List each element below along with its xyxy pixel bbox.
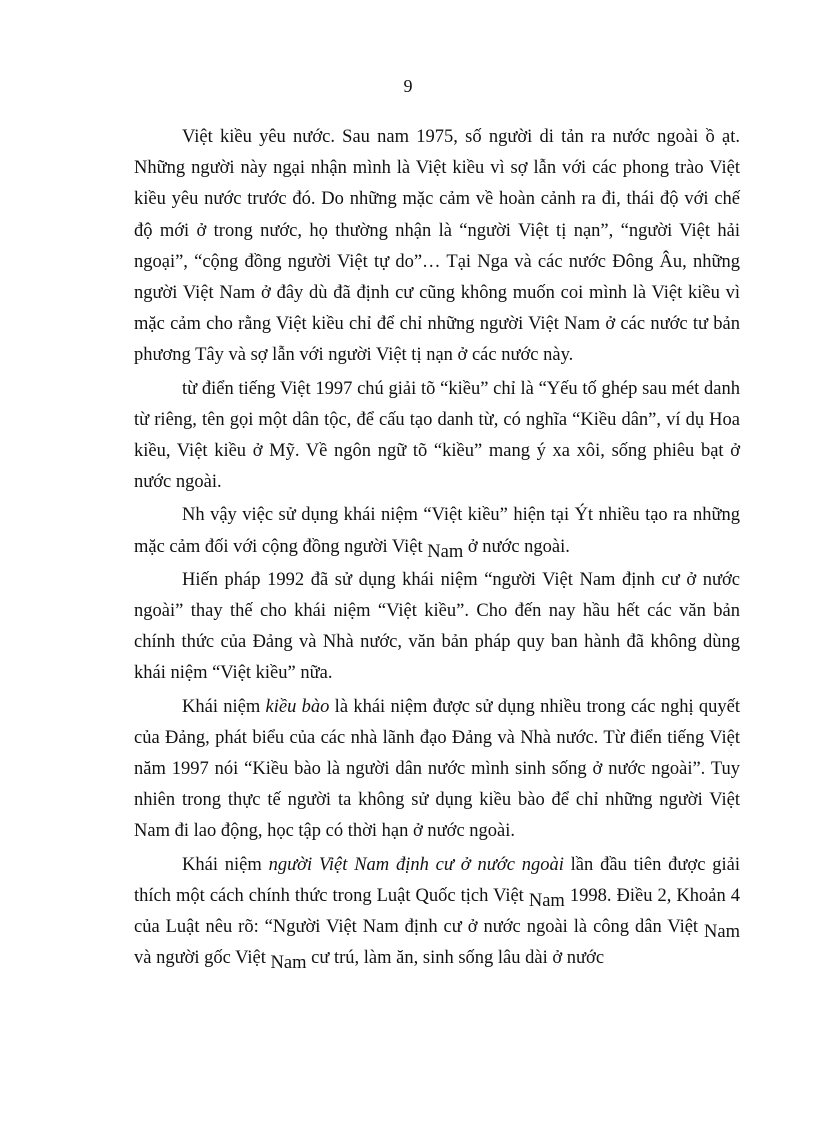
subscript-fragment: Nam	[704, 922, 740, 943]
text-fragment: Khái niệm	[182, 854, 269, 875]
subscript-fragment: Nam	[270, 953, 307, 974]
text-fragment: vậy việc sử dụng khái niệm “Việt kiều” hiện tại Ýt nhiều tạo ra những mặc cảm đối với cộng đồng người Việt	[134, 505, 740, 557]
text-fragment: là khái niệm được sử dụng nhiều trong các nghị quyết của Đảng, phát biểu của các nhà lãnh đạo Đảng và Nhà nước. Từ điển tiếng Việt năm 1997 nói “Kiều bào là người dân nước mình sinh sống ở nước ngoài”. Tuy nhiên trong thực tế người ta không sử dụng kiều bào để chỉ những người Việt Nam đi lao động, học tập có thời hạn ở nước ngoài.	[134, 696, 741, 842]
page-number: 9	[403, 76, 413, 96]
text-fragment: ở nước ngoài.	[463, 536, 570, 557]
paragraph-usage-complex	[134, 500, 740, 562]
body-text	[134, 122, 740, 974]
paragraph-kieu-bao	[134, 692, 740, 848]
paragraph-overseas-vietnamese	[134, 850, 740, 975]
text-fragment: Nh	[182, 505, 205, 526]
paragraph-viet-kieu-history: Việt kiều yêu nước. Sau nam 1975, số người di tản ra nước ngoài ồ ạt. Những người này ngại nhận mình là Việt kiều vì sợ lẫn với các phong trào Việt kiều yêu nước trước đó. Do những mặc cảm về hoàn cảnh ra đi, thái độ với chế độ mới ở trong nước, họ thường nhận là “người Việt tị nạn”, “người Việt hải ngoại”, “cộng đồng người Việt tự do”… Tại Nga và các nước Đông Âu, những người Việt Nam ở đây dù đã định cư cũng không muốn coi mình là Việt kiều vì mặc cảm cho rằng Việt kiều chỉ để chỉ những người Việt Nam ở các nước tư bản phương Tây và sợ lẫn với người Việt tị nạn ở các nước này.	[134, 127, 740, 366]
text-fragment: 1998. Điều 2, Khoản 4 của Luật nêu rõ: “Người Việt Nam định cư ở nước ngoài là công dân Việt	[134, 885, 740, 938]
italic-term: kiều bào	[265, 696, 330, 717]
italic-term: người Việt Nam định cư ở nước ngoài	[268, 854, 564, 875]
text-fragment: cư trú, làm ăn, sinh sống lâu dài ở nước	[306, 948, 605, 969]
subscript-fragment: Nam	[427, 541, 464, 562]
paragraph-constitution-1992: Hiến pháp 1992 đã sử dụng khái niệm “người Việt Nam định cư ở nước ngoài” thay thế cho khái niệm “Việt kiều”. Cho đến nay hầu hết các văn bản chính thức của Đảng và Nhà nước, văn bản pháp quy ban hành đã không dùng khái niệm “Việt kiều” nữa.	[134, 569, 740, 684]
subscript-fragment: Nam	[528, 890, 565, 911]
text-fragment: Khái niệm	[182, 696, 266, 717]
text-fragment: và người gốc Việt	[134, 948, 271, 969]
paragraph-dictionary-kieu: từ điển tiếng Việt 1997 chú giải tõ “kiều” chỉ là “Yếu tố ghép sau mét danh từ riêng, tên gọi một dân tộc, để cấu tạo danh từ, có nghĩa “Kiều dân”, ví dụ Hoa kiều, Việt kiều ở Mỹ. Về ngôn ngữ tõ “kiều” mang ý xa xôi, sống phiêu bạt ở nước ngoài.	[134, 378, 740, 493]
text-fragment: lần đầu tiên được giải thích một cách chính thức trong Luật Quốc tịch Việt	[134, 854, 740, 906]
